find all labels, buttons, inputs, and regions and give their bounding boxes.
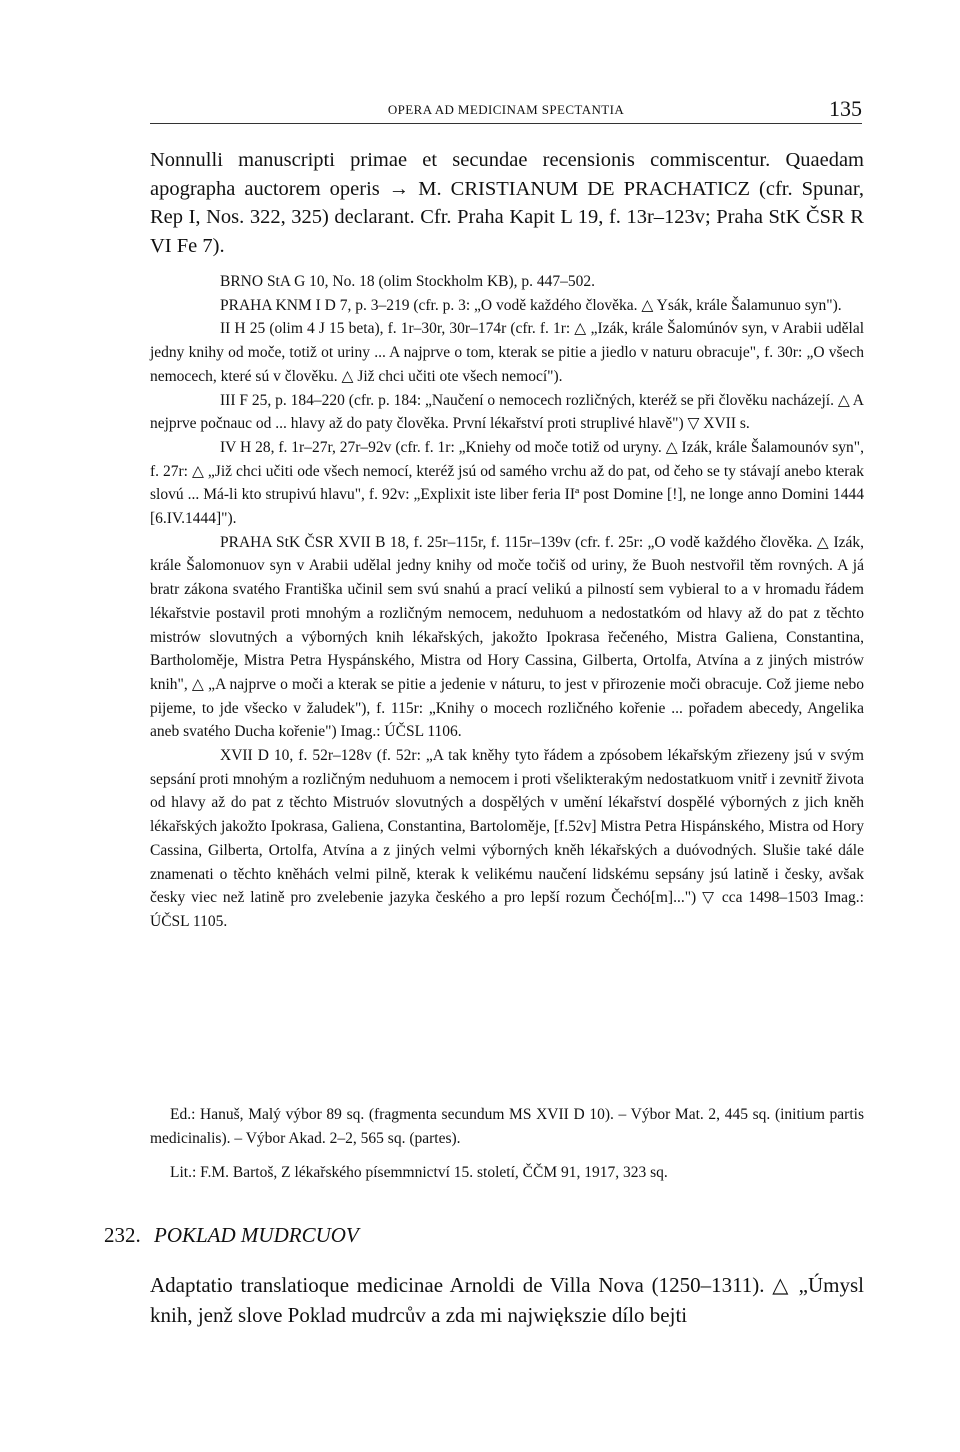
literature-note: Lit.: F.M. Bartoš, Z lékařského písemmnictví 15. století, ČČM 91, 1917, 323 sq. bbox=[170, 1164, 668, 1181]
header-rule bbox=[150, 123, 862, 124]
bibliography bbox=[150, 1103, 864, 1195]
manuscript-entry: BRNO StA G 10, No. 18 (olim Stockholm KB), p. 447–502. bbox=[220, 273, 596, 290]
manuscript-entry: II H 25 (olim 4 J 15 beta), f. 1r–30r, 30r–174r (cfr. f. 1r: △ „Izák, krále Šalomúnóv syn, v Arabii udělal jedny knihy od moče, totiž ot uriny ... A najprve o tom, kterak se pitie a jiedlo v naturu obracuje", f. 30r: „O všech nemocech, které sú v člověku. △ Již chci učiti ote všech nemocí"). bbox=[150, 320, 864, 385]
lead-paragraph: Nonnulli manuscripti primae et secundae recensionis commiscentur. Quaedam apographa auctorem operis → M. CRISTIANUM DE PRACHATICZ (cfr. Spunar, Rep I, Nos. 322, 325) declarant. Cfr. Praha Kapit L 19, f. 13r–123v; Praha StK ČSR R VI Fe 7). bbox=[150, 149, 864, 257]
page-header bbox=[150, 96, 862, 124]
entry-title: POKLAD MUDRCUOV bbox=[154, 1223, 359, 1247]
manuscript-entry: III F 25, p. 184–220 (cfr. p. 184: „Naučení o nemocech rozličných, kteréž se při člověku nacházejí. △ A nejprve počnauc od ... hlavy až do paty člověka. První lékařství proti struplivé hlavě") ▽ XVII s. bbox=[150, 391, 864, 433]
entry-heading bbox=[104, 1223, 359, 1248]
manuscript-list bbox=[150, 270, 864, 934]
manuscript-entry: PRAHA KNM I D 7, p. 3–219 (cfr. p. 3: „O vodě každého člověka. △ Ysák, krále Šalamunuo syn"). bbox=[220, 296, 842, 314]
manuscript-entry: IV H 28, f. 1r–27r, 27r–92v (cfr. f. 1r: „Kniehy od moče totiž od uryny. △ Izák, krále Šalamounóv syn", f. 27r: △ „Již chci učiti ode všech nemocí, kteréž jsú od samého vrchu až do pat, od čeho se ty stávají anebo kterak slovú ... Má-li kto strupivú hlavu", f. 92v: „Explixit iste liber feria IIª post Domine [!], ne longe anno Domini 1444 [6.IV.1444]"). bbox=[150, 438, 864, 528]
entry-number: 232. bbox=[104, 1223, 141, 1247]
editions-note: Ed.: Hanuš, Malý výbor 89 sq. (fragmenta secundum MS XVII D 10). – Výbor Mat. 2, 445 sq. (initium partis medicinalis). – Výbor Akad. 2–2, 565 sq. (partes). bbox=[150, 1106, 864, 1147]
page-number: 135 bbox=[829, 96, 862, 121]
manuscript-entry: PRAHA StK ČSR XVII B 18, f. 25r–115r, f. 115r–139v (cfr. f. 25r: „O vodě každého člověka. △ Izák, krále Šalomonuov syn v Arabii udělal jedny knihy od moče točiš od uriny, že Buoh nestvořil těm rovných. A já bratr zákona svatého Františka učinil sem svú snahú a prací velikú a pilností sem vybieral to a v hromadu řádem lékařstvie postavil proti mnohým a rozličným nemocem, neduhuom a nedostatkóm od hlavy až do pat z těchto mistrów slovutných a výborných knih lékařských, jakožto Ipokrasa řečeného, Mistra Galiena, Constantina, Bartholoměje, Mistra Petra Hyspánského, Mistra od Hory Cassina, Gilberta, Ortolfa, Atvína a z jiných mistrów knih", △ „A najprve o moči a kterak se pitie a jedenie v náturu, to jest v přirozenie moči obracuje. Což jieme nebo pijeme, to jde všecko v žaludek"), f. 115r: „Knihy o mocech rozličného kořenie ... pořadem abecedy, Angelika aneb svatého Ducha kořenie") Imag.: ÚČSL 1106. bbox=[150, 533, 864, 741]
running-title: OPERA AD MEDICINAM SPECTANTIA bbox=[387, 102, 625, 117]
manuscript-entry: XVII D 10, f. 52r–128v (f. 52r: „A tak kněhy tyto řádem a zpósobem lékařským zřiezeny jsú v svým sepsání proti mnohým a rozličným neduhuom a nemocem i proti všelikterakým nedostatkuom vnitř i zevnitř života od hlavy až do pat z těchto Mistruóv slovutných a dospělých v umění lékařství dospělé výborných z jich kněh lékařských jakožto Ipokrasa, Galiena, Constantina, Bartoloměje, [f.52v] Mistra Petra Hispánského, Mistra od Hory Cassina, Gilberta, Ortolfa, Atvína a z jiných velmi výborných kněh lékařských a duóvodných. Slušie také dále znamenati o těchto kněhách velmi pilně, kterak k velikému naučení lidskému sepsány jsú latině i česky, avšak česky viec než latině pro zvelebenie jazyka českého a pro lepší rozum Čechó[m]...") ▽ cca 1498–1503 Imag.: ÚČSL 1105. bbox=[150, 747, 864, 930]
entry-text: Adaptatio translatioque medicinae Arnoldi de Villa Nova (1250–1311). △ „Úmysl knih, jenž slove Poklad mudrcův a zda mi największie dílo bejti bbox=[150, 1273, 864, 1327]
